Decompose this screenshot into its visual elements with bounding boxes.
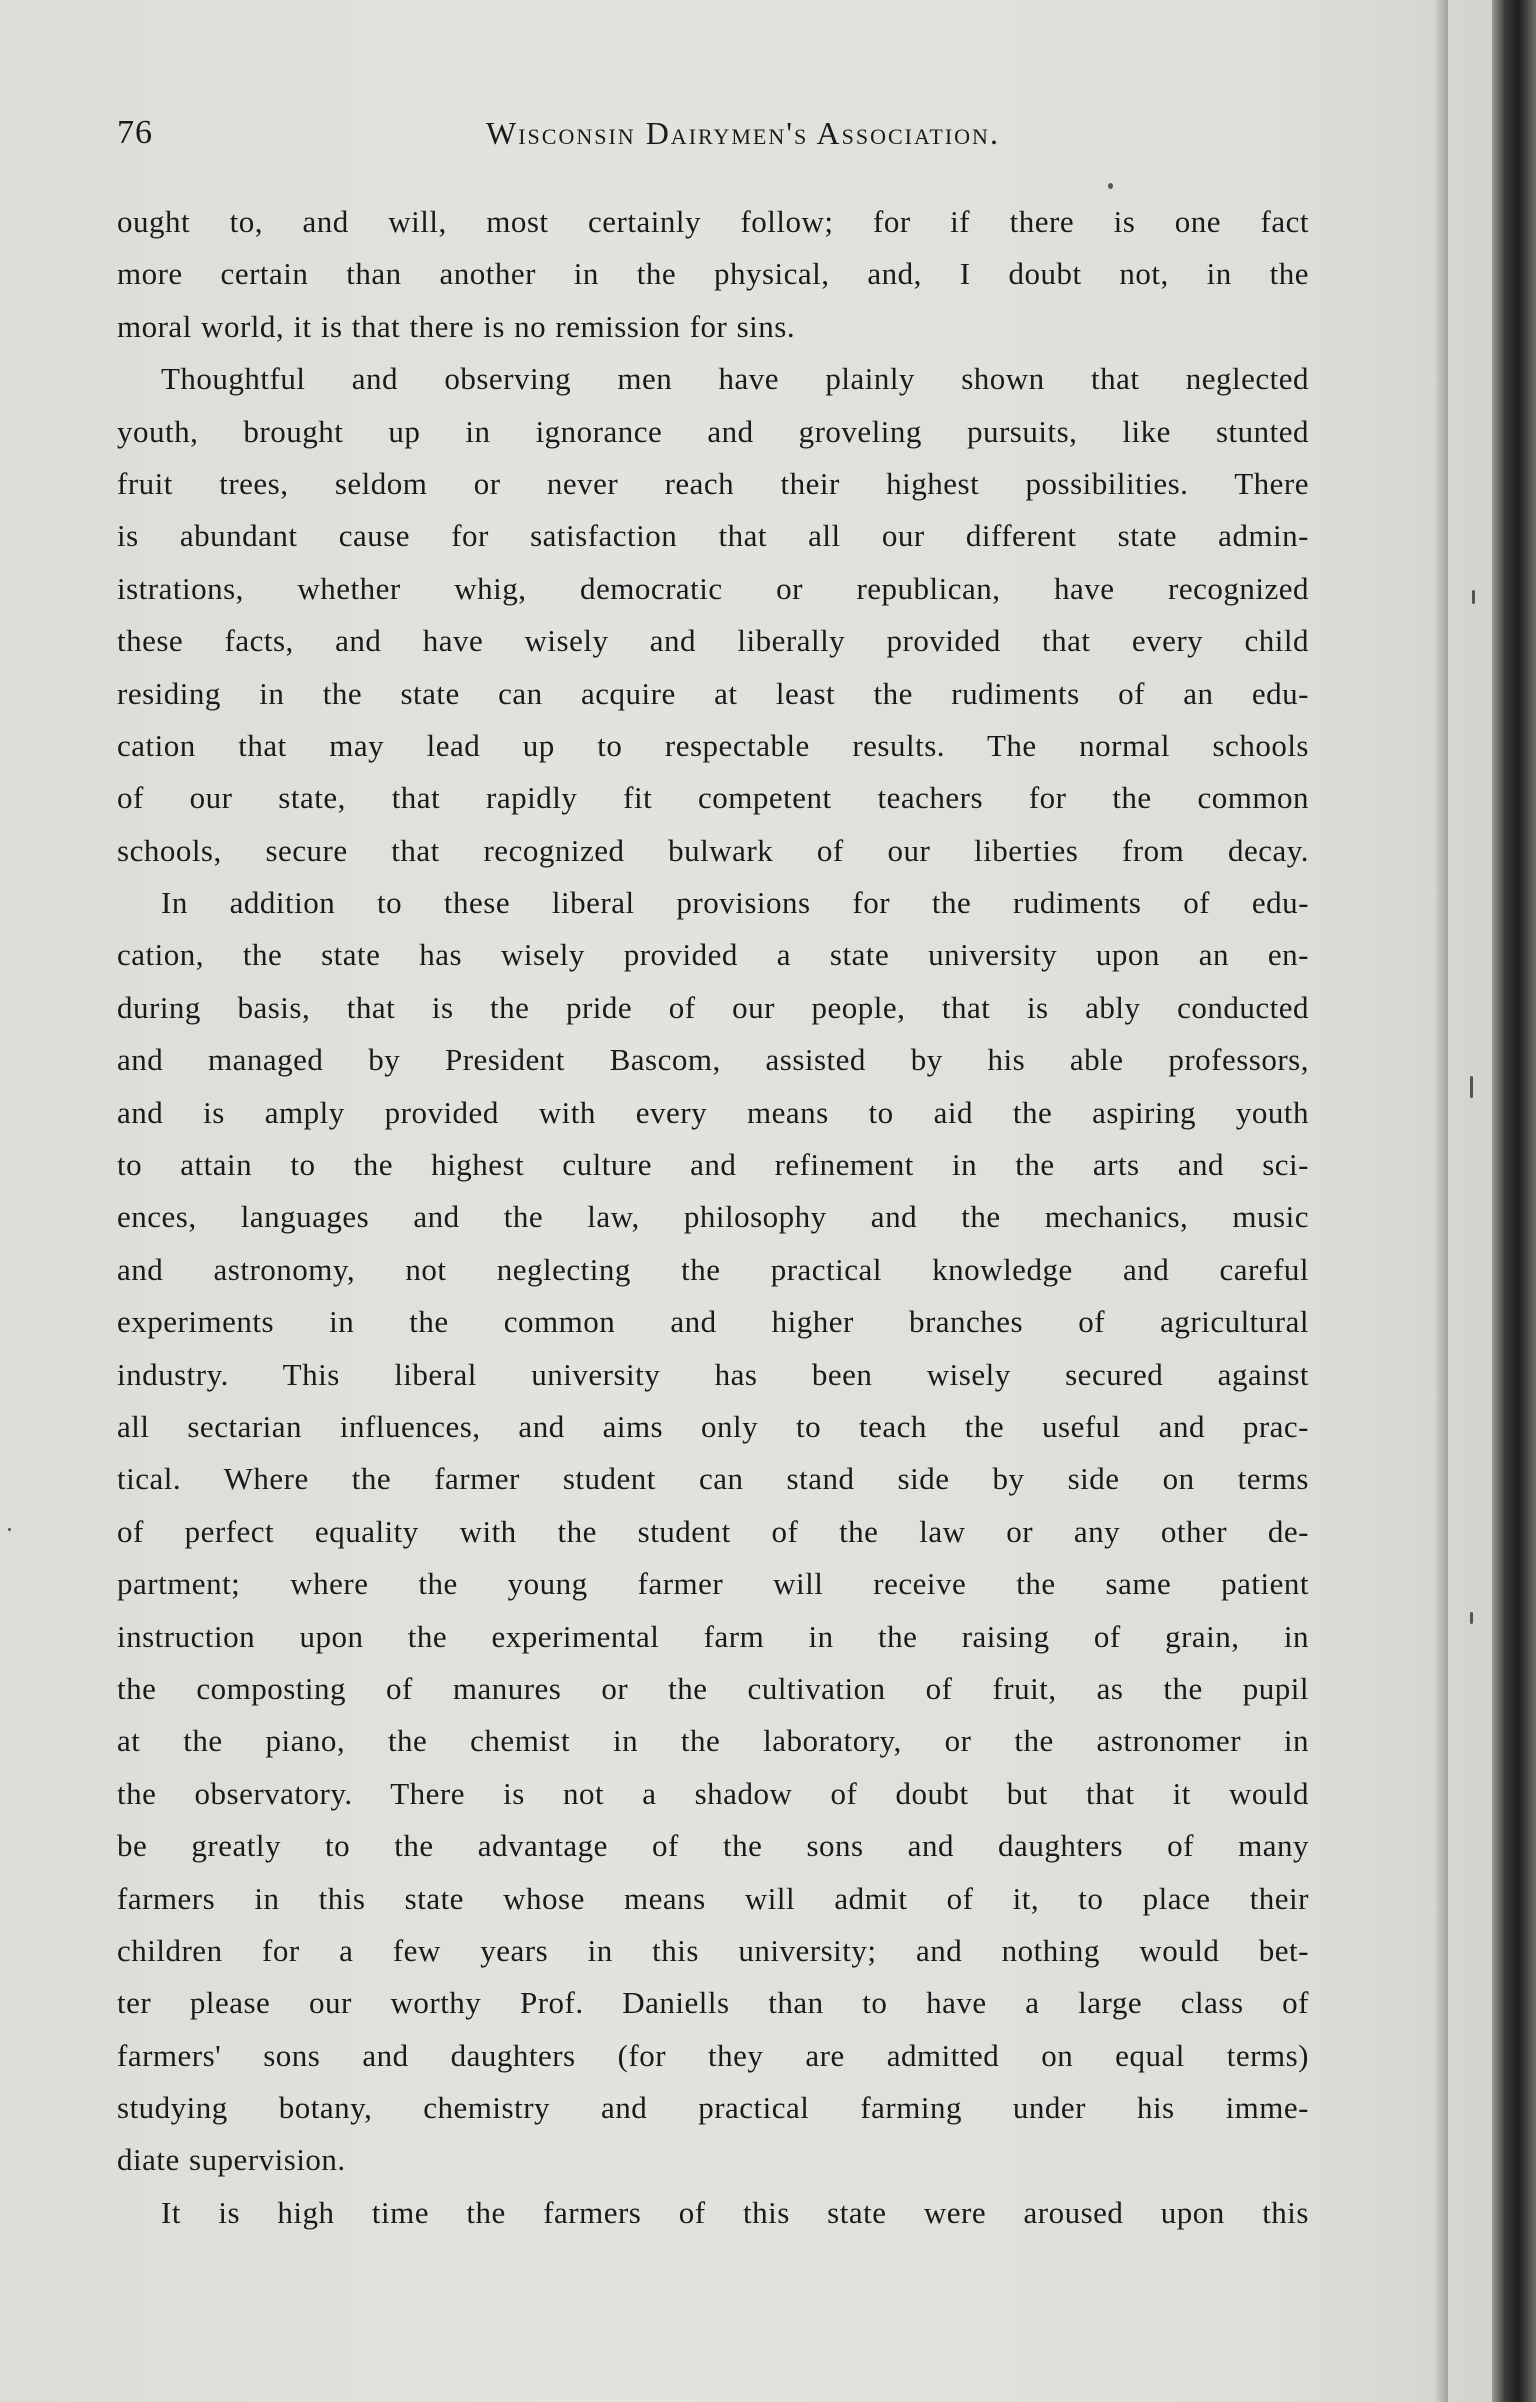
- page-number: 76: [117, 114, 153, 151]
- text-line: In addition to these liberal provisions for the rudiments of edu-: [161, 885, 1309, 921]
- text-line: experiments in the common and higher branches of agricultural: [117, 1304, 1309, 1340]
- text-line: children for a few years in this university; and nothing would bet-: [117, 1932, 1309, 1968]
- text-line: ter please our worthy Prof. Daniells than to have a large class of: [117, 1985, 1309, 2021]
- text-line: is abundant cause for satisfaction that all our different state admin-: [117, 518, 1309, 554]
- text-line: tical. Where the farmer student can stand side by side on terms: [117, 1461, 1309, 1497]
- text-line: of our state, that rapidly fit competent teachers for the common: [117, 780, 1309, 816]
- ink-speck: [1472, 590, 1475, 604]
- ink-speck: [1108, 183, 1113, 189]
- text-line: residing in the state can acquire at least the rudiments of an edu-: [117, 675, 1309, 711]
- ink-speck: [8, 1528, 11, 1531]
- text-line: all sectarian influences, and aims only to teach the useful and prac-: [117, 1408, 1309, 1444]
- text-line: ences, languages and the law, philosophy and the mechanics, music: [117, 1199, 1309, 1235]
- text-line: fruit trees, seldom or never reach their highest possibilities. There: [117, 465, 1309, 501]
- text-line: more certain than another in the physical, and, I doubt not, in the: [117, 256, 1309, 292]
- text-line: and is amply provided with every means to aid the aspiring youth: [117, 1094, 1309, 1130]
- text-line: and astronomy, not neglecting the practical knowledge and careful: [117, 1251, 1309, 1287]
- text-line: schools, secure that recognized bulwark of our liberties from decay.: [117, 832, 1309, 868]
- text-line: studying botany, chemistry and practical farming under his imme-: [117, 2090, 1309, 2126]
- text-line: at the piano, the chemist in the laboratory, or the astronomer in: [117, 1723, 1309, 1759]
- text-line: industry. This liberal university has been wisely secured against: [117, 1356, 1309, 1392]
- body-text: [117, 196, 1309, 2239]
- text-line: of perfect equality with the student of the law or any other de-: [117, 1513, 1309, 1549]
- text-line: farmers' sons and daughters (for they are admitted on equal terms): [117, 2037, 1309, 2073]
- book-spine: [1492, 0, 1536, 2402]
- text-line: diate supervision.: [117, 2142, 346, 2178]
- ink-speck: [1470, 1612, 1473, 1624]
- text-line: be greatly to the advantage of the sons and daughters of many: [117, 1828, 1309, 1864]
- running-head: Wisconsin Dairymen's Association.: [486, 115, 1000, 151]
- text-line: to attain to the highest culture and refinement in the arts and sci-: [117, 1147, 1309, 1183]
- text-line: It is high time the farmers of this state were aroused upon this: [161, 2194, 1309, 2230]
- text-line: and managed by President Bascom, assisted by his able professors,: [117, 1042, 1309, 1078]
- text-line: istrations, whether whig, democratic or republican, have recognized: [117, 570, 1309, 606]
- text-line: instruction upon the experimental farm in the raising of grain, in: [117, 1618, 1309, 1654]
- text-line: the observatory. There is not a shadow of doubt but that it would: [117, 1775, 1309, 1811]
- text-line: during basis, that is the pride of our people, that is ably conducted: [117, 989, 1309, 1025]
- page-gutter-shadow: [1434, 0, 1448, 2402]
- text-line: these facts, and have wisely and liberally provided that every child: [117, 623, 1309, 659]
- text-line: cation, the state has wisely provided a state university upon an en-: [117, 937, 1309, 973]
- text-line: Thoughtful and observing men have plainly shown that neglected: [161, 361, 1309, 397]
- page-header: [117, 108, 1309, 158]
- text-line: partment; where the young farmer will receive the same patient: [117, 1566, 1309, 1602]
- text-line: moral world, it is that there is no remission for sins.: [117, 308, 796, 344]
- text-line: youth, brought up in ignorance and groveling pursuits, like stunted: [117, 413, 1309, 449]
- text-line: cation that may lead up to respectable results. The normal schools: [117, 727, 1309, 763]
- text-line: ought to, and will, most certainly follow; for if there is one fact: [117, 204, 1309, 239]
- ink-speck: [1470, 1076, 1473, 1098]
- text-line: the composting of manures or the cultivation of fruit, as the pupil: [117, 1670, 1309, 1706]
- text-line: farmers in this state whose means will admit of it, to place their: [117, 1880, 1309, 1916]
